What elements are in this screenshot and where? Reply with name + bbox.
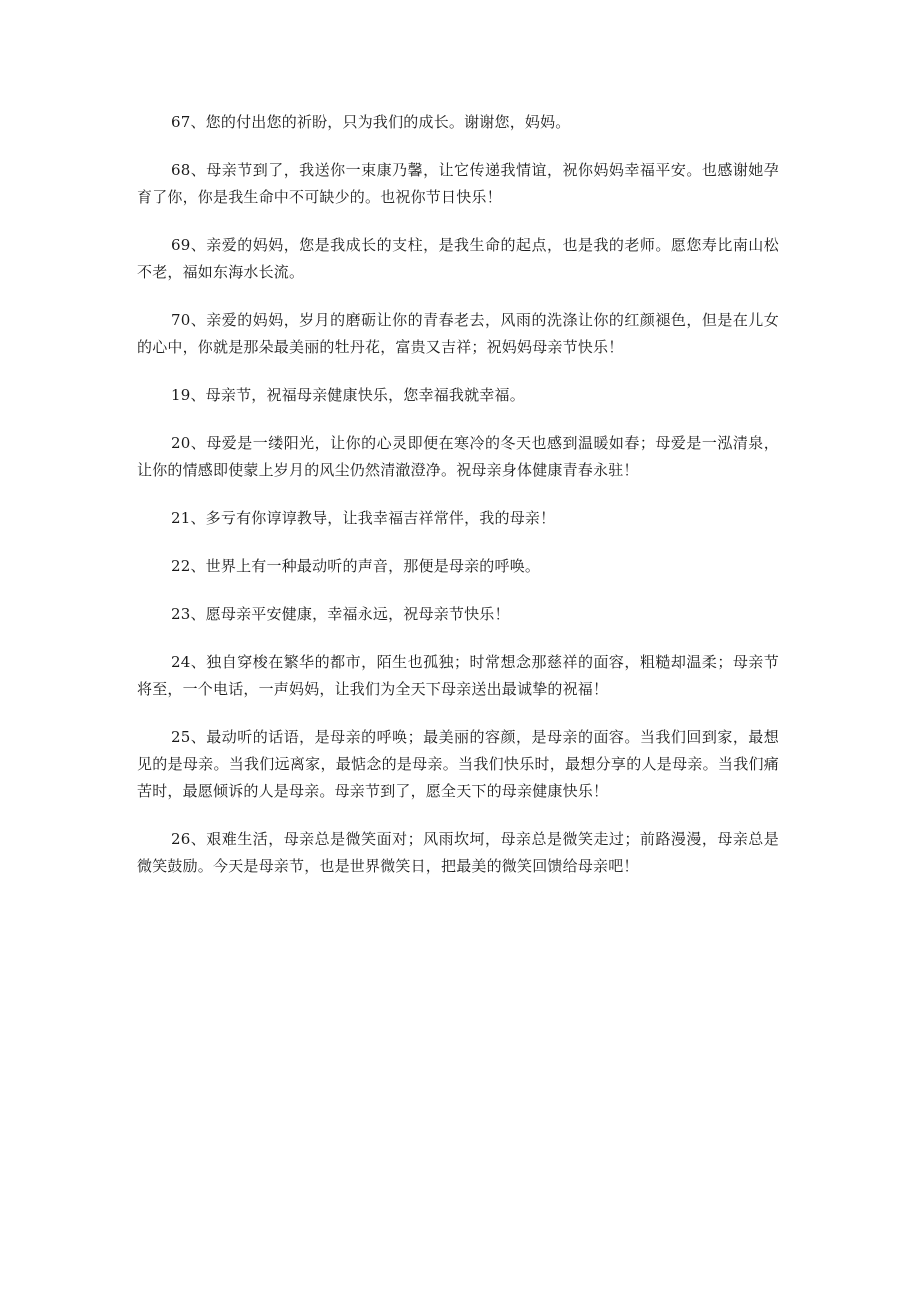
paragraph-21: 21、多亏有你谆谆教导，让我幸福吉祥常伴，我的母亲！ (171, 509, 556, 527)
paragraph-67: 67、您的付出您的祈盼，只为我们的成长。谢谢您，妈妈。 (171, 113, 571, 131)
paragraph-25: 25、最动听的话语，是母亲的呼唤；最美丽的容颜，是母亲的面容。当我们回到家，最想见的是母亲。当我们远离家，最惦念的是母亲。当我们快乐时，最想分享的人是母亲。当我们痛苦时，最愿倾诉的人是母亲。母亲节到了，愿全天下的母亲健康快乐！ (137, 728, 779, 800)
paragraph-23: 23、愿母亲平安健康，幸福永远，祝母亲节快乐！ (171, 605, 510, 623)
paragraph-68: 68、母亲节到了，我送你一束康乃馨，让它传递我情谊，祝你妈妈幸福平安。也感谢她孕育了你，你是我生命中不可缺少的。也祝你节日快乐！ (137, 161, 779, 206)
paragraph-26: 26、艰难生活，母亲总是微笑面对；风雨坎坷，母亲总是微笑走过；前路漫漫，母亲总是微笑鼓励。今天是母亲节，也是世界微笑日，把最美的微笑回馈给母亲吧！ (137, 830, 779, 875)
paragraph-19: 19、母亲节，祝福母亲健康快乐，您幸福我就幸福。 (171, 386, 525, 404)
paragraph-70: 70、亲爱的妈妈，岁月的磨砺让你的青春老去，风雨的洗涤让你的红颜褪色，但是在儿女的心中，你就是那朵最美丽的牡丹花，富贵又吉祥；祝妈妈母亲节快乐！ (137, 311, 779, 356)
document-body (137, 109, 779, 901)
paragraph-22: 22、世界上有一种最动听的声音，那便是母亲的呼唤。 (171, 557, 541, 575)
paragraph-20: 20、母爱是一缕阳光，让你的心灵即便在寒冷的冬天也感到温暖如春；母爱是一泓清泉，让你的情感即使蒙上岁月的风尘仍然清澈澄净。祝母亲身体健康青春永驻！ (137, 434, 779, 479)
paragraph-24: 24、独自穿梭在繁华的都市，陌生也孤独；时常想念那慈祥的面容，粗糙却温柔；母亲节将至，一个电话，一声妈妈，让我们为全天下母亲送出最诚挚的祝福！ (137, 653, 779, 698)
paragraph-69: 69、亲爱的妈妈，您是我成长的支柱，是我生命的起点，也是我的老师。愿您寿比南山松不老，福如东海水长流。 (137, 236, 779, 281)
